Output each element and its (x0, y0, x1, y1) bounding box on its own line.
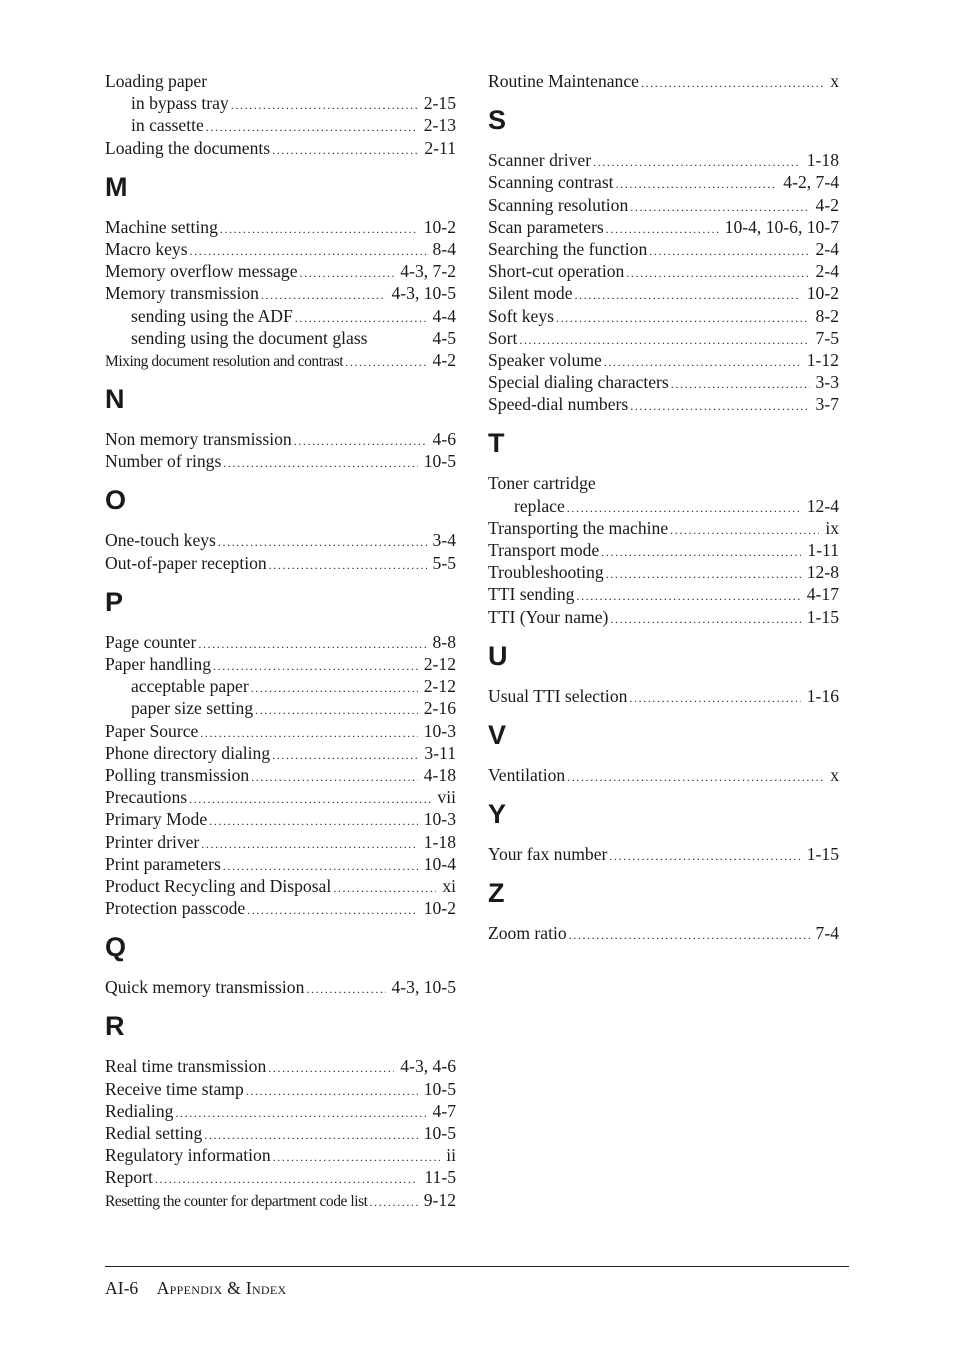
index-subentry (105, 697, 456, 719)
index-entry-page: 2-13 (423, 115, 456, 136)
index-entry (105, 764, 456, 786)
index-entry-label: Product Recycling and Disposal (105, 875, 332, 896)
index-entry-page: 1-18 (423, 831, 456, 852)
index-entry (105, 1166, 456, 1188)
index-entry (488, 517, 839, 539)
index-letter-heading-q: Q (105, 932, 127, 963)
index-entry (488, 472, 839, 494)
index-letter-heading-m: M (105, 171, 128, 202)
leader-dots (213, 655, 418, 677)
index-entry-label: Memory overflow message (105, 261, 298, 282)
index-entry (105, 70, 456, 92)
index-entry-page: 12-8 (806, 562, 839, 583)
index-entry-page: 4-2 (432, 349, 456, 370)
index-entry-page: 10-5 (423, 1078, 456, 1099)
index-letter-heading-z: Z (488, 878, 505, 909)
index-entry-page: 3-3 (815, 372, 839, 393)
index-entry-page: 9-12 (423, 1189, 456, 1210)
index-entry-label: Real time transmission (105, 1056, 267, 1077)
index-entry-label: Resetting the counter for department code list (105, 1192, 368, 1210)
index-entry-page: 4-2 (815, 194, 839, 215)
index-entry (488, 349, 839, 371)
index-entry (488, 764, 839, 786)
leader-dots (567, 766, 824, 788)
index-entry (488, 327, 839, 349)
index-letter-heading-r: R (105, 1011, 125, 1042)
index-entry-label: Usual TTI selection (488, 685, 628, 706)
index-entry (105, 875, 456, 897)
leader-dots (609, 845, 800, 867)
index-entry-page: 4-18 (423, 764, 456, 785)
index-entry-page: x (830, 764, 839, 785)
index-entry-label: Loading the documents (105, 137, 271, 158)
leader-dots (190, 240, 427, 262)
index-entry (105, 260, 456, 282)
leader-dots (641, 72, 824, 94)
leader-dots (204, 1124, 418, 1146)
index-entry-label: Phone directory dialing (105, 742, 271, 763)
index-entry-page: 10-3 (423, 809, 456, 830)
index-entry-label: Soft keys (488, 305, 554, 326)
index-entry-page: 4-3, 10-5 (391, 283, 456, 304)
leader-dots (189, 788, 431, 810)
index-entry-page: 4-3, 10-5 (391, 977, 456, 998)
leader-dots (223, 855, 418, 877)
index-entry-label: Short-cut operation (488, 261, 625, 282)
index-entry (488, 238, 839, 260)
index-entry-page: 7-5 (815, 327, 839, 348)
index-entry-page: 2-16 (423, 698, 456, 719)
index-entry (105, 853, 456, 875)
leader-dots (519, 329, 809, 351)
leader-dots (200, 722, 417, 744)
leader-dots (206, 116, 418, 138)
index-entry-label: acceptable paper (131, 676, 249, 697)
leader-dots (567, 497, 801, 519)
index-subentry (105, 92, 456, 114)
index-entry (105, 808, 456, 830)
index-entry-label: Toner cartridge (488, 473, 596, 494)
leader-dots (273, 1146, 441, 1168)
index-entry (105, 529, 456, 551)
index-entry-label: TTI sending (488, 584, 575, 605)
leader-dots (626, 262, 809, 284)
index-entry (488, 583, 839, 605)
index-entry-label: Receive time stamp (105, 1078, 244, 1099)
leader-dots (272, 744, 418, 766)
index-entry-page: 10-2 (806, 283, 839, 304)
index-entry-page: 10-2 (423, 898, 456, 919)
index-entry-page: 1-18 (806, 150, 839, 171)
index-entry-page: 4-5 (432, 327, 456, 348)
index-entry (105, 216, 456, 238)
index-entry-page: vii (437, 787, 456, 808)
index-letter-heading-u: U (488, 640, 508, 671)
index-entry-page: 10-5 (423, 1123, 456, 1143)
leader-dots (295, 307, 427, 329)
index-entry-page: 11-5 (424, 1167, 456, 1188)
index-entry-page: 3-4 (432, 530, 456, 551)
index-subentry (105, 675, 456, 697)
index-entry (488, 393, 839, 415)
leader-dots (569, 924, 810, 946)
leader-dots (269, 554, 427, 576)
index-entry-page: 2-15 (423, 93, 456, 114)
index-subentry (105, 327, 456, 349)
index-entry-page: 4-4 (432, 305, 456, 326)
index-entry-page: 1-16 (806, 685, 839, 706)
index-entry (105, 720, 456, 742)
leader-dots (220, 218, 418, 240)
index-entry-page: 1-11 (807, 540, 839, 560)
index-entry-label: Primary Mode (105, 809, 208, 830)
page-footer (105, 1278, 287, 1299)
index-entry (105, 1100, 456, 1122)
leader-dots (601, 541, 801, 563)
leader-dots (255, 699, 418, 721)
leader-dots (575, 284, 801, 306)
index-entry-page: 4-2, 7-4 (783, 172, 839, 193)
index-entry-page: 1-15 (806, 606, 839, 627)
leader-dots (268, 1057, 394, 1079)
leader-dots (670, 519, 819, 541)
index-entry (488, 216, 839, 238)
index-entry (105, 349, 456, 371)
index-entry (105, 1144, 456, 1166)
leader-dots (251, 677, 418, 699)
index-entry (105, 1189, 456, 1211)
index-entry (105, 238, 456, 260)
index-entry-label: Number of rings (105, 451, 222, 472)
index-entry-label: Your fax number (488, 844, 608, 865)
leader-dots (300, 262, 395, 284)
index-entry-page: 10-3 (423, 720, 456, 741)
index-entry-page: 4-3, 4-6 (400, 1056, 456, 1077)
index-entry (105, 897, 456, 919)
leader-dots (630, 395, 809, 417)
leader-dots (576, 585, 800, 607)
index-entry-label: Regulatory information (105, 1145, 271, 1166)
index-entry (105, 552, 456, 574)
index-entry (105, 786, 456, 808)
index-entry-label: Speed-dial numbers (488, 394, 629, 415)
index-entry-label: Paper handling (105, 654, 212, 674)
index-entry-page: 4-7 (432, 1100, 456, 1121)
index-entry-page: 10-4 (423, 853, 456, 874)
index-entry (105, 450, 456, 472)
index-entry (105, 831, 456, 853)
index-entry-label: replace (514, 495, 565, 516)
index-entry-page: 3-11 (424, 742, 456, 763)
index-entry (488, 922, 839, 944)
index-entry-label: Printer driver (105, 831, 200, 852)
index-entry-page: 4-3, 7-2 (400, 261, 456, 282)
index-entry-page: 2-11 (424, 137, 456, 158)
index-entry-label: Redialing (105, 1100, 174, 1121)
index-column-left (105, 70, 456, 1211)
index-entry (488, 685, 839, 707)
index-entry-label: Paper Source (105, 720, 199, 741)
index-entry-label: Searching the function (488, 238, 648, 259)
leader-dots (593, 151, 801, 173)
index-entry (105, 631, 456, 653)
index-entry-page: ix (825, 517, 839, 538)
index-entry-label: paper size setting (131, 698, 254, 719)
footer-page-number: AI-6 (105, 1278, 139, 1298)
index-letter-heading-n: N (105, 384, 125, 415)
index-entry-label: Macro keys (105, 238, 188, 259)
index-entry-label: Scanning resolution (488, 194, 629, 215)
leader-dots (261, 284, 386, 306)
index-entry-page: x (830, 71, 839, 91)
index-entry (488, 371, 839, 393)
index-entry-label: Ventilation (488, 764, 566, 785)
leader-dots (671, 373, 810, 395)
index-entry-label: sending using the ADF (131, 305, 293, 326)
index-entry (488, 606, 839, 628)
leader-dots (370, 1191, 418, 1213)
index-entry (488, 171, 839, 193)
leader-dots (649, 240, 809, 262)
index-letter-heading-y: Y (488, 799, 507, 830)
leader-dots (616, 173, 778, 195)
leader-dots (604, 351, 801, 373)
index-entry-label: in cassette (131, 115, 204, 136)
index-entry-page: ii (446, 1145, 456, 1166)
index-entry (105, 976, 456, 998)
leader-dots (606, 563, 801, 585)
leader-dots (306, 978, 385, 1000)
index-entry-label: Quick memory transmission (105, 977, 305, 998)
index-entry (105, 428, 456, 450)
index-entry-label: Machine setting (105, 216, 218, 237)
index-entry-label: Scanner driver (488, 150, 592, 171)
index-entry-page: 8-4 (432, 238, 456, 259)
index-entry (488, 70, 839, 92)
index-entry (488, 149, 839, 171)
index-entry (488, 843, 839, 865)
leader-dots (272, 139, 418, 161)
index-entry-label: Speaker volume (488, 349, 602, 370)
index-subentry (105, 305, 456, 327)
index-entry (488, 305, 839, 327)
index-entry-label: Mixing document resolution and contrast (105, 352, 344, 370)
index-entry-label: Zoom ratio (488, 923, 567, 944)
leader-dots (610, 608, 800, 630)
index-entry-label: Troubleshooting (488, 562, 604, 583)
index-entry-label: Loading paper (105, 71, 208, 91)
index-entry-page: 10-5 (423, 451, 456, 472)
index-entry-page: 7-4 (815, 923, 839, 944)
index-entry-label: Scan parameters (488, 216, 604, 237)
leader-dots (231, 94, 418, 116)
leader-dots (218, 531, 427, 553)
index-entry-label: Out-of-paper reception (105, 552, 267, 573)
leader-dots (251, 766, 418, 788)
index-entry (105, 1078, 456, 1100)
index-entry (105, 137, 456, 159)
footer-rule (105, 1266, 849, 1267)
index-entry (105, 282, 456, 304)
leader-dots (556, 307, 810, 329)
index-entry-label: Non memory transmission (105, 429, 292, 450)
index-entry (488, 260, 839, 282)
index-entry-page: 10-4, 10-6, 10-7 (724, 216, 839, 237)
index-entry (105, 742, 456, 764)
leader-dots (246, 1080, 418, 1102)
index-entry-label: sending using the document glass (131, 327, 368, 348)
index-entry-page: 3-7 (815, 394, 839, 415)
index-entry-page: 1-12 (806, 349, 839, 370)
index-entry-page: 1-15 (806, 844, 839, 865)
index-letter-heading-o: O (105, 485, 127, 516)
index-entry (488, 539, 839, 561)
index-entry-label: Page counter (105, 631, 197, 652)
index-entry (488, 194, 839, 216)
index-entry-label: Special dialing characters (488, 372, 669, 393)
index-entry-label: Transport mode (488, 540, 600, 560)
index-entry-label: Transporting the machine (488, 517, 669, 538)
index-entry-label: Scanning contrast (488, 172, 614, 193)
index-entry-label: Polling transmission (105, 764, 250, 785)
index-subentry (488, 495, 839, 517)
index-entry-label: Print parameters (105, 853, 221, 874)
index-entry-page: 2-4 (815, 261, 839, 282)
leader-dots (294, 430, 427, 452)
footer-section-title: Appendix & Index (156, 1278, 287, 1298)
index-letter-heading-t: T (488, 428, 505, 459)
leader-dots (333, 877, 436, 899)
index-entry (105, 653, 456, 675)
leader-dots (247, 899, 418, 921)
index-entry-label: Silent mode (488, 283, 573, 304)
index-entry-page: 5-5 (432, 552, 456, 573)
index-entry-page: 2-12 (423, 654, 456, 674)
index-column-right (488, 70, 839, 945)
index-entry-page: xi (442, 875, 456, 896)
index-entry-label: Report (105, 1167, 153, 1188)
index-entry-page: 8-8 (432, 631, 456, 652)
index-entry-label: Redial setting (105, 1123, 203, 1143)
index-entry-label: Precautions (105, 787, 188, 808)
index-entry-label: Protection passcode (105, 898, 246, 919)
index-entry-label: TTI (Your name) (488, 606, 609, 627)
index-entry-page: 2-4 (815, 238, 839, 259)
index-letter-heading-s: S (488, 105, 507, 136)
index-entry (488, 561, 839, 583)
index-entry-label: in bypass tray (131, 93, 229, 114)
index-entry-page: 12-4 (806, 495, 839, 516)
leader-dots (175, 1102, 426, 1124)
leader-dots (606, 218, 719, 240)
leader-dots (209, 810, 418, 832)
index-letter-heading-v: V (488, 719, 507, 750)
index-entry-page: 10-2 (423, 216, 456, 237)
index-entry-page: 8-2 (815, 305, 839, 326)
index-entry (105, 1122, 456, 1144)
index-entry-page: 4-17 (806, 584, 839, 605)
index-entry (105, 1055, 456, 1077)
leader-dots (223, 452, 417, 474)
leader-dots (155, 1168, 419, 1190)
leader-dots (345, 351, 426, 373)
index-entry (488, 282, 839, 304)
leader-dots (201, 833, 417, 855)
index-entry-label: Routine Maintenance (488, 71, 639, 91)
index-entry-label: One-touch keys (105, 530, 216, 551)
index-entry-label: Memory transmission (105, 283, 259, 304)
index-letter-heading-p: P (105, 586, 124, 617)
leader-dots (630, 196, 809, 218)
index-entry-label: Sort (488, 327, 518, 348)
leader-dots (629, 687, 800, 709)
index-entry-page: 2-12 (423, 676, 456, 697)
index-subentry (105, 114, 456, 136)
leader-dots (198, 633, 426, 655)
index-entry-page: 4-6 (432, 429, 456, 450)
